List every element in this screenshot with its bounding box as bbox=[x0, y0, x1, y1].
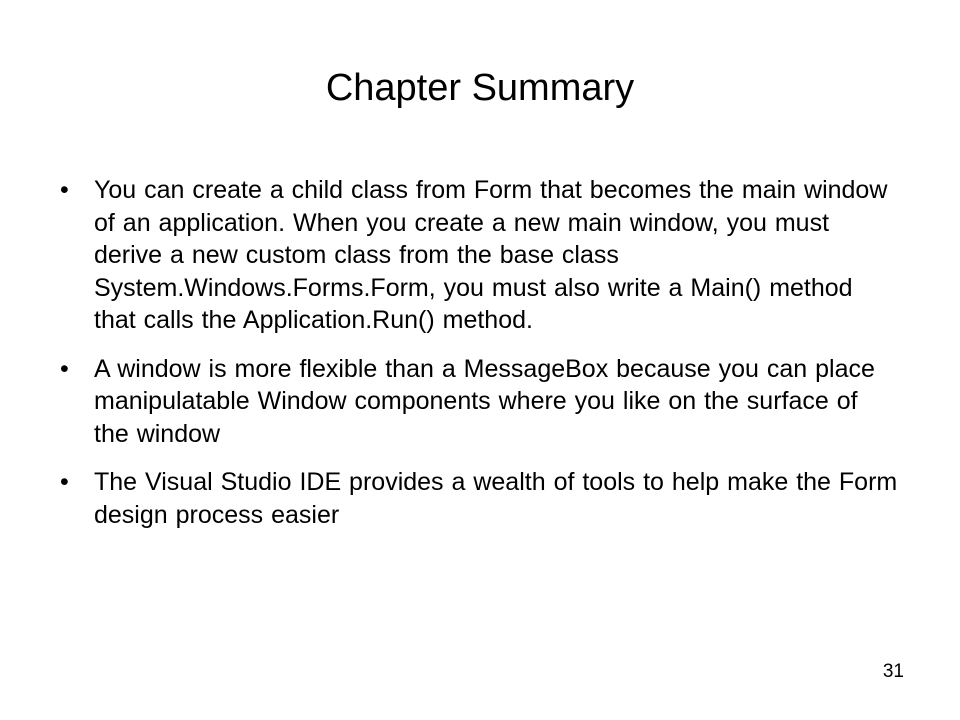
bullet-item-window-flexible bbox=[60, 353, 900, 451]
bullet-text: A window is more flexible than a MessageBox because you can place manipulatable Window components where you like on the surface of the window bbox=[94, 354, 875, 448]
bullet-text: The Visual Studio IDE provides a wealth of tools to help make the Form design process easier bbox=[94, 468, 898, 529]
bullet-item-child-class bbox=[60, 174, 900, 337]
bullet-icon: • bbox=[60, 468, 69, 496]
bullet-icon: • bbox=[60, 176, 69, 204]
bullet-item-visual-studio bbox=[60, 466, 900, 531]
slide-title: Chapter Summary bbox=[325, 67, 635, 109]
bullet-icon: • bbox=[60, 354, 69, 383]
bullet-list bbox=[60, 174, 900, 547]
page-number: 31 bbox=[882, 661, 904, 682]
bullet-text: You can create a child class from Form that becomes the main window of an application. When you create a new main window, you must derive a new custom class from the base class System.Windows.Forms.Form, you must also write a Main() method that calls the Application.Run() method. bbox=[94, 176, 888, 334]
